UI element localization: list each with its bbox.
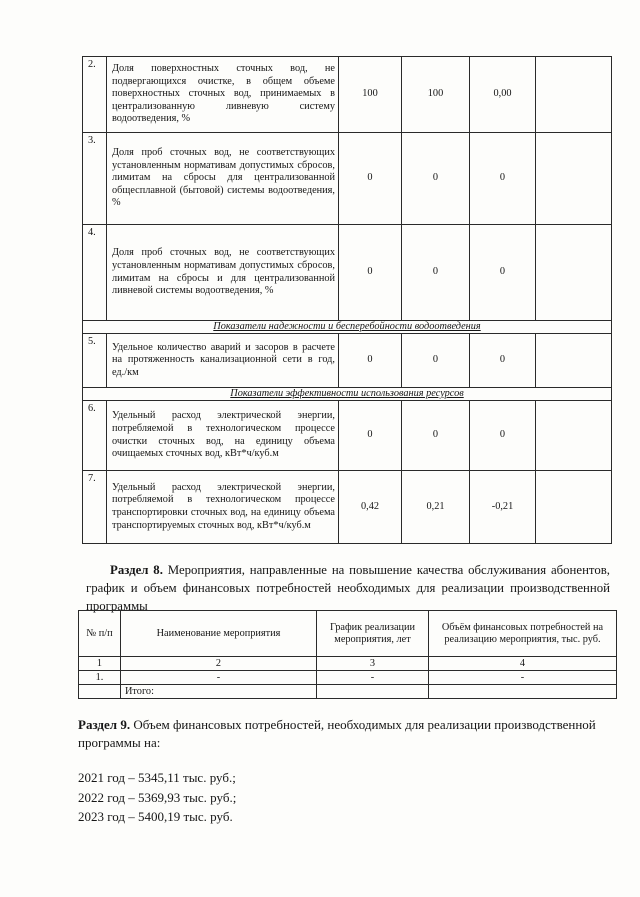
column-header: Объём финансовых потребностей на реализацию мероприятия, тыс. руб. — [429, 611, 617, 657]
section-header-row — [83, 388, 612, 401]
row-number: 6. — [83, 401, 107, 471]
value-cell: 0 — [470, 401, 536, 471]
section-9-label: Раздел 9. — [78, 717, 131, 732]
table-row — [83, 401, 612, 471]
table-row — [79, 671, 617, 685]
row-number: 7. — [83, 471, 107, 544]
yearly-financing-list — [78, 768, 236, 827]
value-cell: 0 — [402, 225, 470, 321]
indicator-description: Доля поверхностных сточных вод, не подвергающихся очистке, в общем объеме поверхностных сточных вод, принимаемых в централизованную ливневую систему водоотведения, % — [107, 57, 339, 133]
value-cell: 0 — [470, 334, 536, 388]
measure-name: - — [121, 671, 317, 685]
table-row — [83, 225, 612, 321]
measure-cost: - — [429, 671, 617, 685]
efficiency-header: Показатели эффективности использования ресурсов — [83, 388, 612, 401]
indicator-description: Удельное количество аварий и засоров в расчете на протяженность канализационной сети в год, ед./км — [107, 334, 339, 388]
value-cell: 0,21 — [402, 471, 470, 544]
column-header: Наименование мероприятия — [121, 611, 317, 657]
empty-cell — [536, 225, 612, 321]
section-9-paragraph — [78, 716, 608, 752]
indicator-description: Доля проб сточных вод, не соответствующих установленным нормативам допустимых сбросов, лимитам на сбросы и для централизованной ливневой системы водоотведения, % — [107, 225, 339, 321]
measure-schedule: - — [317, 671, 429, 685]
row-number: 1. — [79, 671, 121, 685]
empty-cell — [536, 133, 612, 225]
value-cell: 0 — [402, 133, 470, 225]
table-row — [83, 471, 612, 544]
empty-cell — [79, 685, 121, 699]
value-cell: 0 — [470, 133, 536, 225]
list-item: 2022 год – 5369,93 тыс. руб.; — [78, 789, 237, 805]
value-cell: 0 — [339, 225, 402, 321]
list-item: 2023 год – 5400,19 тыс. руб. — [78, 809, 233, 824]
value-cell: 0 — [402, 334, 470, 388]
value-cell: -0,21 — [470, 471, 536, 544]
empty-cell — [536, 334, 612, 388]
value-cell: 0 — [339, 401, 402, 471]
value-cell: 100 — [339, 57, 402, 133]
column-header: № п/п — [79, 611, 121, 657]
total-label: Итого: — [121, 685, 317, 699]
value-cell: 0 — [402, 401, 470, 471]
table-row — [83, 57, 612, 133]
value-cell: 0 — [339, 334, 402, 388]
empty-cell — [536, 57, 612, 133]
column-header: График реализации мероприятия, лет — [317, 611, 429, 657]
value-cell: 100 — [402, 57, 470, 133]
row-number: 5. — [83, 334, 107, 388]
value-cell: 0,42 — [339, 471, 402, 544]
section-8-paragraph — [86, 561, 610, 615]
empty-cell — [317, 685, 429, 699]
column-number: 1 — [79, 657, 121, 671]
section-header-row — [83, 321, 612, 334]
column-number: 3 — [317, 657, 429, 671]
column-number: 2 — [121, 657, 317, 671]
total-row — [79, 685, 617, 699]
table-row — [83, 133, 612, 225]
value-cell: 0 — [339, 133, 402, 225]
indicator-description: Удельный расход электрической энергии, потребляемой в технологическом процессе очистки сточных вод, на единицу объема очищаемых сточных вод, кВт*ч/куб.м — [107, 401, 339, 471]
empty-cell — [429, 685, 617, 699]
indicator-description: Доля проб сточных вод, не соответствующих установленным нормативам допустимых сбросов, лимитам на сбросы для централизованной общесплавной (бытовой) системы водоотведения, % — [107, 133, 339, 225]
table-header-row — [79, 611, 617, 657]
row-number: 3. — [83, 133, 107, 225]
value-cell: 0,00 — [470, 57, 536, 133]
measures-table — [78, 610, 617, 699]
row-number: 2. — [83, 57, 107, 133]
section-9-text: Объем финансовых потребностей, необходимых для реализации производственной программы на: — [78, 717, 596, 750]
empty-cell — [536, 471, 612, 544]
column-number: 4 — [429, 657, 617, 671]
section-8-label: Раздел 8. — [110, 563, 163, 577]
list-item: 2021 год – 5345,11 тыс. руб.; — [78, 770, 236, 785]
row-number: 4. — [83, 225, 107, 321]
empty-cell — [536, 401, 612, 471]
value-cell: 0 — [470, 225, 536, 321]
indicators-table — [82, 56, 612, 544]
section-8-text: Мероприятия, направленные на повышение качества обслуживания абонентов, график и объем финансовых потребностей необходимых для реализации производственной программы — [86, 563, 610, 613]
indicator-description: Удельный расход электрической энергии, потребляемой в технологическом процессе транспортировки сточных вод, на единицу объема транспортируемых сточных вод, кВт*ч/куб.м — [107, 471, 339, 544]
column-number-row — [79, 657, 617, 671]
table-row — [83, 334, 612, 388]
reliability-header: Показатели надежности и бесперебойности водоотведения — [83, 321, 612, 334]
